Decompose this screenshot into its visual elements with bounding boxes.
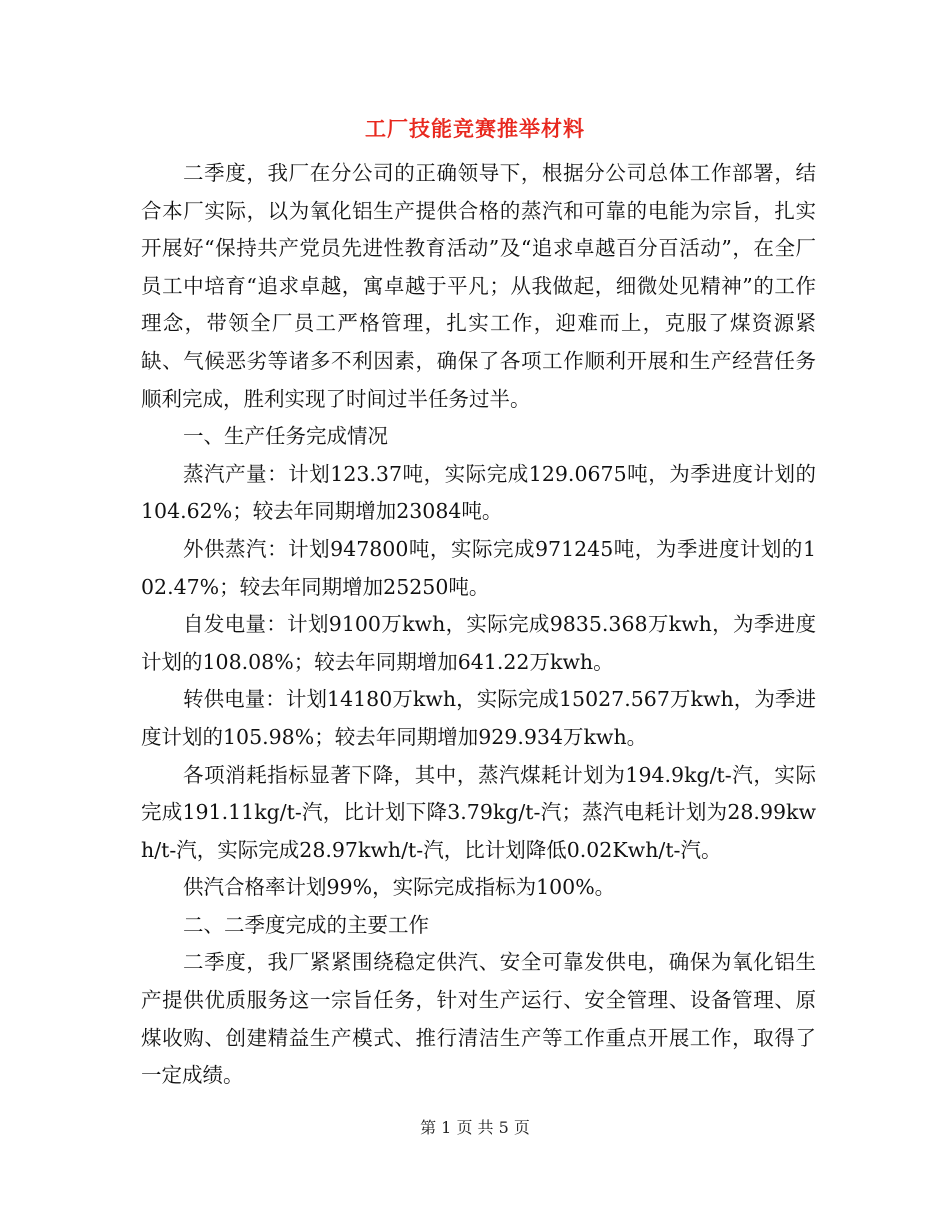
page-number: 第 1 页 共 5 页 xyxy=(420,1118,530,1137)
paragraph-steam-output: 蒸汽产量：计划123.37吨，实际完成129.0675吨，为季进度计划的104.62%；较去年同期增加23084吨。 xyxy=(141,461,816,524)
section-heading-main-work: 二、二季度完成的主要工作 xyxy=(183,912,429,937)
paragraph-intro: 二季度，我厂在分公司的正确领导下，根据分公司总体工作部署，结合本厂实际，以为氧化铝生产提供合格的蒸汽和可靠的电能为宗旨，扎实开展好“保持共产党员先进性教育活动”及“追求卓越百分百活动”，在全厂员工中培育“追求卓越，寓卓越于平凡；从我做起，细微处见精神”的工作理念，带领全厂员工严格管理，扎实工作，迎难而上，克服了煤资源紧缺、气候恶劣等诸多不利因素，确保了各项工作顺利开展和生产经营任务顺利完成，胜利实现了时间过半任务过半。 xyxy=(141,161,816,411)
paragraph-consumption-indicators: 各项消耗指标显著下降，其中，蒸汽煤耗计划为194.9kg/t-汽，实际完成191.11kg/t-汽，比计划下降3.79kg/t-汽；蒸汽电耗计划为28.99kwh/t-汽，实际完成28.97kwh/t-汽，比计划降低0.02Kwh/t-汽。 xyxy=(141,762,816,862)
paragraph-external-steam: 外供蒸汽：计划947800吨，实际完成971245吨，为季进度计划的102.47%；较去年同期增加25250吨。 xyxy=(141,536,816,599)
paragraph-steam-quality-rate: 供汽合格率计划99%，实际完成指标为100%。 xyxy=(183,875,616,900)
section-heading-production: 一、生产任务完成情况 xyxy=(183,424,388,449)
document-body xyxy=(141,155,816,1095)
paragraph-transferred-power: 转供电量：计划14180万kwh，实际完成15027.567万kwh，为季进度计划的105.98%；较去年同期增加929.934万kwh。 xyxy=(141,687,816,749)
paragraph-main-work: 二季度，我厂紧紧围绕稳定供汽、安全可靠发供电，确保为氧化铝生产提供优质服务这一宗旨任务，针对生产运行、安全管理、设备管理、原煤收购、创建精益生产模式、推行清洁生产等工作重点开展工作，取得了一定成绩。 xyxy=(141,950,816,1088)
document-title: 工厂技能竞赛推举材料 xyxy=(365,116,585,141)
paragraph-self-generated-power: 自发电量：计划9100万kwh，实际完成9835.368万kwh，为季进度计划的108.08%；较去年同期增加641.22万kwh。 xyxy=(141,612,816,674)
